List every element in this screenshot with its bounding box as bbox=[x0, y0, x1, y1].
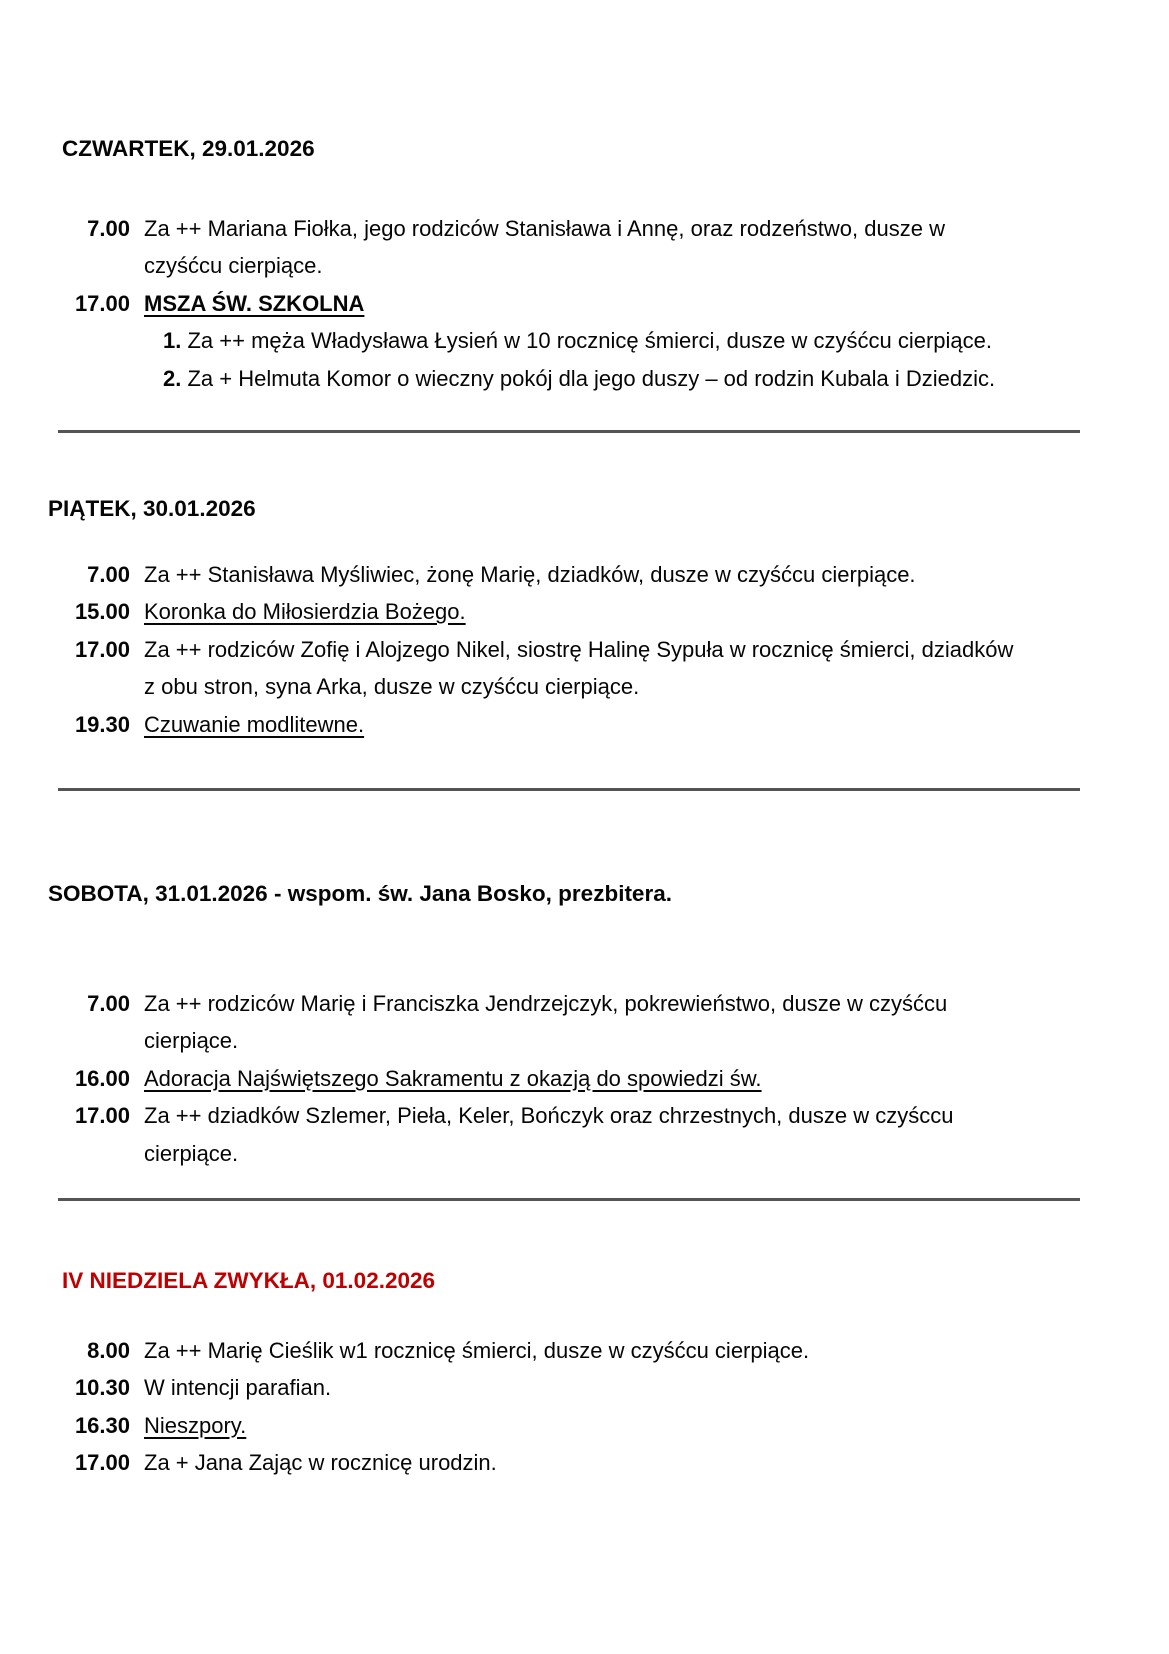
day-heading: SOBOTA, 31.01.2026 - wspom. św. Jana Bosko, prezbitera. bbox=[48, 881, 672, 906]
intention-number: 2. bbox=[163, 365, 188, 391]
section-divider bbox=[58, 430, 1080, 433]
mass-entry bbox=[38, 210, 1129, 285]
mass-time: 16.00 bbox=[74, 1065, 130, 1091]
intention-text: Koronka do Miłosierdzia Bożego. bbox=[144, 599, 466, 624]
mass-intention bbox=[144, 593, 1022, 631]
intention-text: Za + Jana Zając w rocznicę urodzin. bbox=[144, 1450, 497, 1475]
day-section bbox=[38, 875, 1129, 1201]
day-section bbox=[38, 490, 1129, 791]
mass-intention bbox=[144, 1060, 1022, 1098]
mass-entry bbox=[38, 360, 1129, 398]
entries-list bbox=[38, 985, 1129, 1173]
entries-list bbox=[38, 210, 1129, 398]
day-heading: IV NIEDZIELA ZWYKŁA, 01.02.2026 bbox=[62, 1268, 436, 1293]
intention-text: Za ++ rodziców Zofię i Alojzego Nikel, siostrę Halinę Sypuła w rocznicę śmierci, dziadków z obu stron, syna Arka, dusze w czyśćcu cierpiące. bbox=[144, 636, 1014, 699]
intention-text: W intencji parafian. bbox=[144, 1375, 332, 1400]
mass-time: 8.00 bbox=[87, 1337, 130, 1363]
mass-entry bbox=[38, 1407, 1129, 1445]
intention-text: Czuwanie modlitewne. bbox=[144, 711, 365, 737]
day-section bbox=[38, 130, 1129, 433]
intention-number: 1. bbox=[163, 328, 188, 353]
mass-intention bbox=[144, 1332, 1022, 1370]
mass-entry bbox=[38, 1060, 1129, 1098]
mass-entry bbox=[38, 593, 1129, 631]
section-divider bbox=[58, 1198, 1080, 1201]
intention-text: Za ++ dziadków Szlemer, Pieła, Keler, Bończyk oraz chrzestnych, dusze w czyśccu cierpiące. bbox=[144, 1103, 954, 1166]
mass-intention bbox=[144, 985, 1022, 1060]
section-divider bbox=[58, 788, 1080, 791]
mass-intention bbox=[144, 1369, 1022, 1407]
intention-text: Adoracja Najświętszego Sakramentu z okazją do spowiedzi św. bbox=[144, 1065, 762, 1091]
intention-text: Za ++ rodziców Marię i Franciszka Jendrzejczyk, pokrewieństwo, dusze w czyśćcu cierpiące. bbox=[144, 990, 948, 1053]
mass-intention bbox=[163, 322, 1041, 360]
intention-text: Za ++ Mariana Fiołka, jego rodziców Stanisława i Annę, oraz rodzeństwo, dusze w czyśćcu cierpiące. bbox=[144, 215, 945, 278]
mass-intention bbox=[144, 285, 1022, 323]
mass-entry bbox=[38, 1097, 1129, 1172]
mass-entry bbox=[38, 322, 1129, 360]
day-heading: PIĄTEK, 30.01.2026 bbox=[48, 496, 256, 521]
mass-intention bbox=[144, 556, 1022, 594]
mass-entry bbox=[38, 285, 1129, 323]
mass-time: 7.00 bbox=[87, 215, 130, 241]
mass-entry bbox=[38, 1369, 1129, 1407]
mass-intention bbox=[144, 1097, 1022, 1172]
mass-time: 16.30 bbox=[74, 1412, 130, 1438]
mass-time: 7.00 bbox=[87, 990, 130, 1016]
intention-text: Za ++ męża Władysława Łysień w 10 rocznicę śmierci, dusze w czyśćcu cierpiące. bbox=[187, 328, 992, 353]
mass-time: 17.00 bbox=[74, 636, 130, 662]
mass-entry bbox=[38, 706, 1129, 744]
intention-text: Za + Helmuta Komor o wieczny pokój dla jego duszy – od rodzin Kubala i Dziedzic. bbox=[187, 365, 996, 391]
mass-intention bbox=[144, 631, 1022, 706]
entries-list bbox=[38, 556, 1129, 744]
mass-entry bbox=[38, 1444, 1129, 1482]
mass-intention bbox=[144, 1444, 1022, 1482]
mass-intention bbox=[144, 210, 1022, 285]
mass-time: 17.00 bbox=[74, 1450, 130, 1475]
intention-text: Nieszpory. bbox=[144, 1412, 247, 1438]
mass-entry bbox=[38, 1332, 1129, 1370]
intention-text: Za ++ Stanisława Myśliwiec, żonę Marię, dziadków, dusze w czyśćcu cierpiące. bbox=[144, 561, 916, 587]
mass-time: 17.00 bbox=[74, 1103, 130, 1128]
mass-time: 19.30 bbox=[74, 711, 130, 737]
mass-time: 10.30 bbox=[74, 1375, 130, 1400]
mass-intention bbox=[163, 360, 1041, 398]
day-section bbox=[38, 1262, 1129, 1482]
mass-intention bbox=[144, 1407, 1022, 1445]
day-heading: CZWARTEK, 29.01.2026 bbox=[62, 136, 315, 161]
mass-entry bbox=[38, 985, 1129, 1060]
entries-list bbox=[38, 1332, 1129, 1482]
intention-text: MSZA ŚW. SZKOLNA bbox=[144, 290, 365, 316]
mass-intention bbox=[144, 706, 1022, 744]
mass-time: 15.00 bbox=[74, 599, 130, 624]
mass-time: 17.00 bbox=[74, 290, 130, 316]
mass-entry bbox=[38, 631, 1129, 706]
intention-text: Za ++ Marię Cieślik w1 rocznicę śmierci, dusze w czyśćcu cierpiące. bbox=[144, 1337, 810, 1363]
mass-time: 7.00 bbox=[87, 561, 130, 587]
mass-entry bbox=[38, 556, 1129, 594]
